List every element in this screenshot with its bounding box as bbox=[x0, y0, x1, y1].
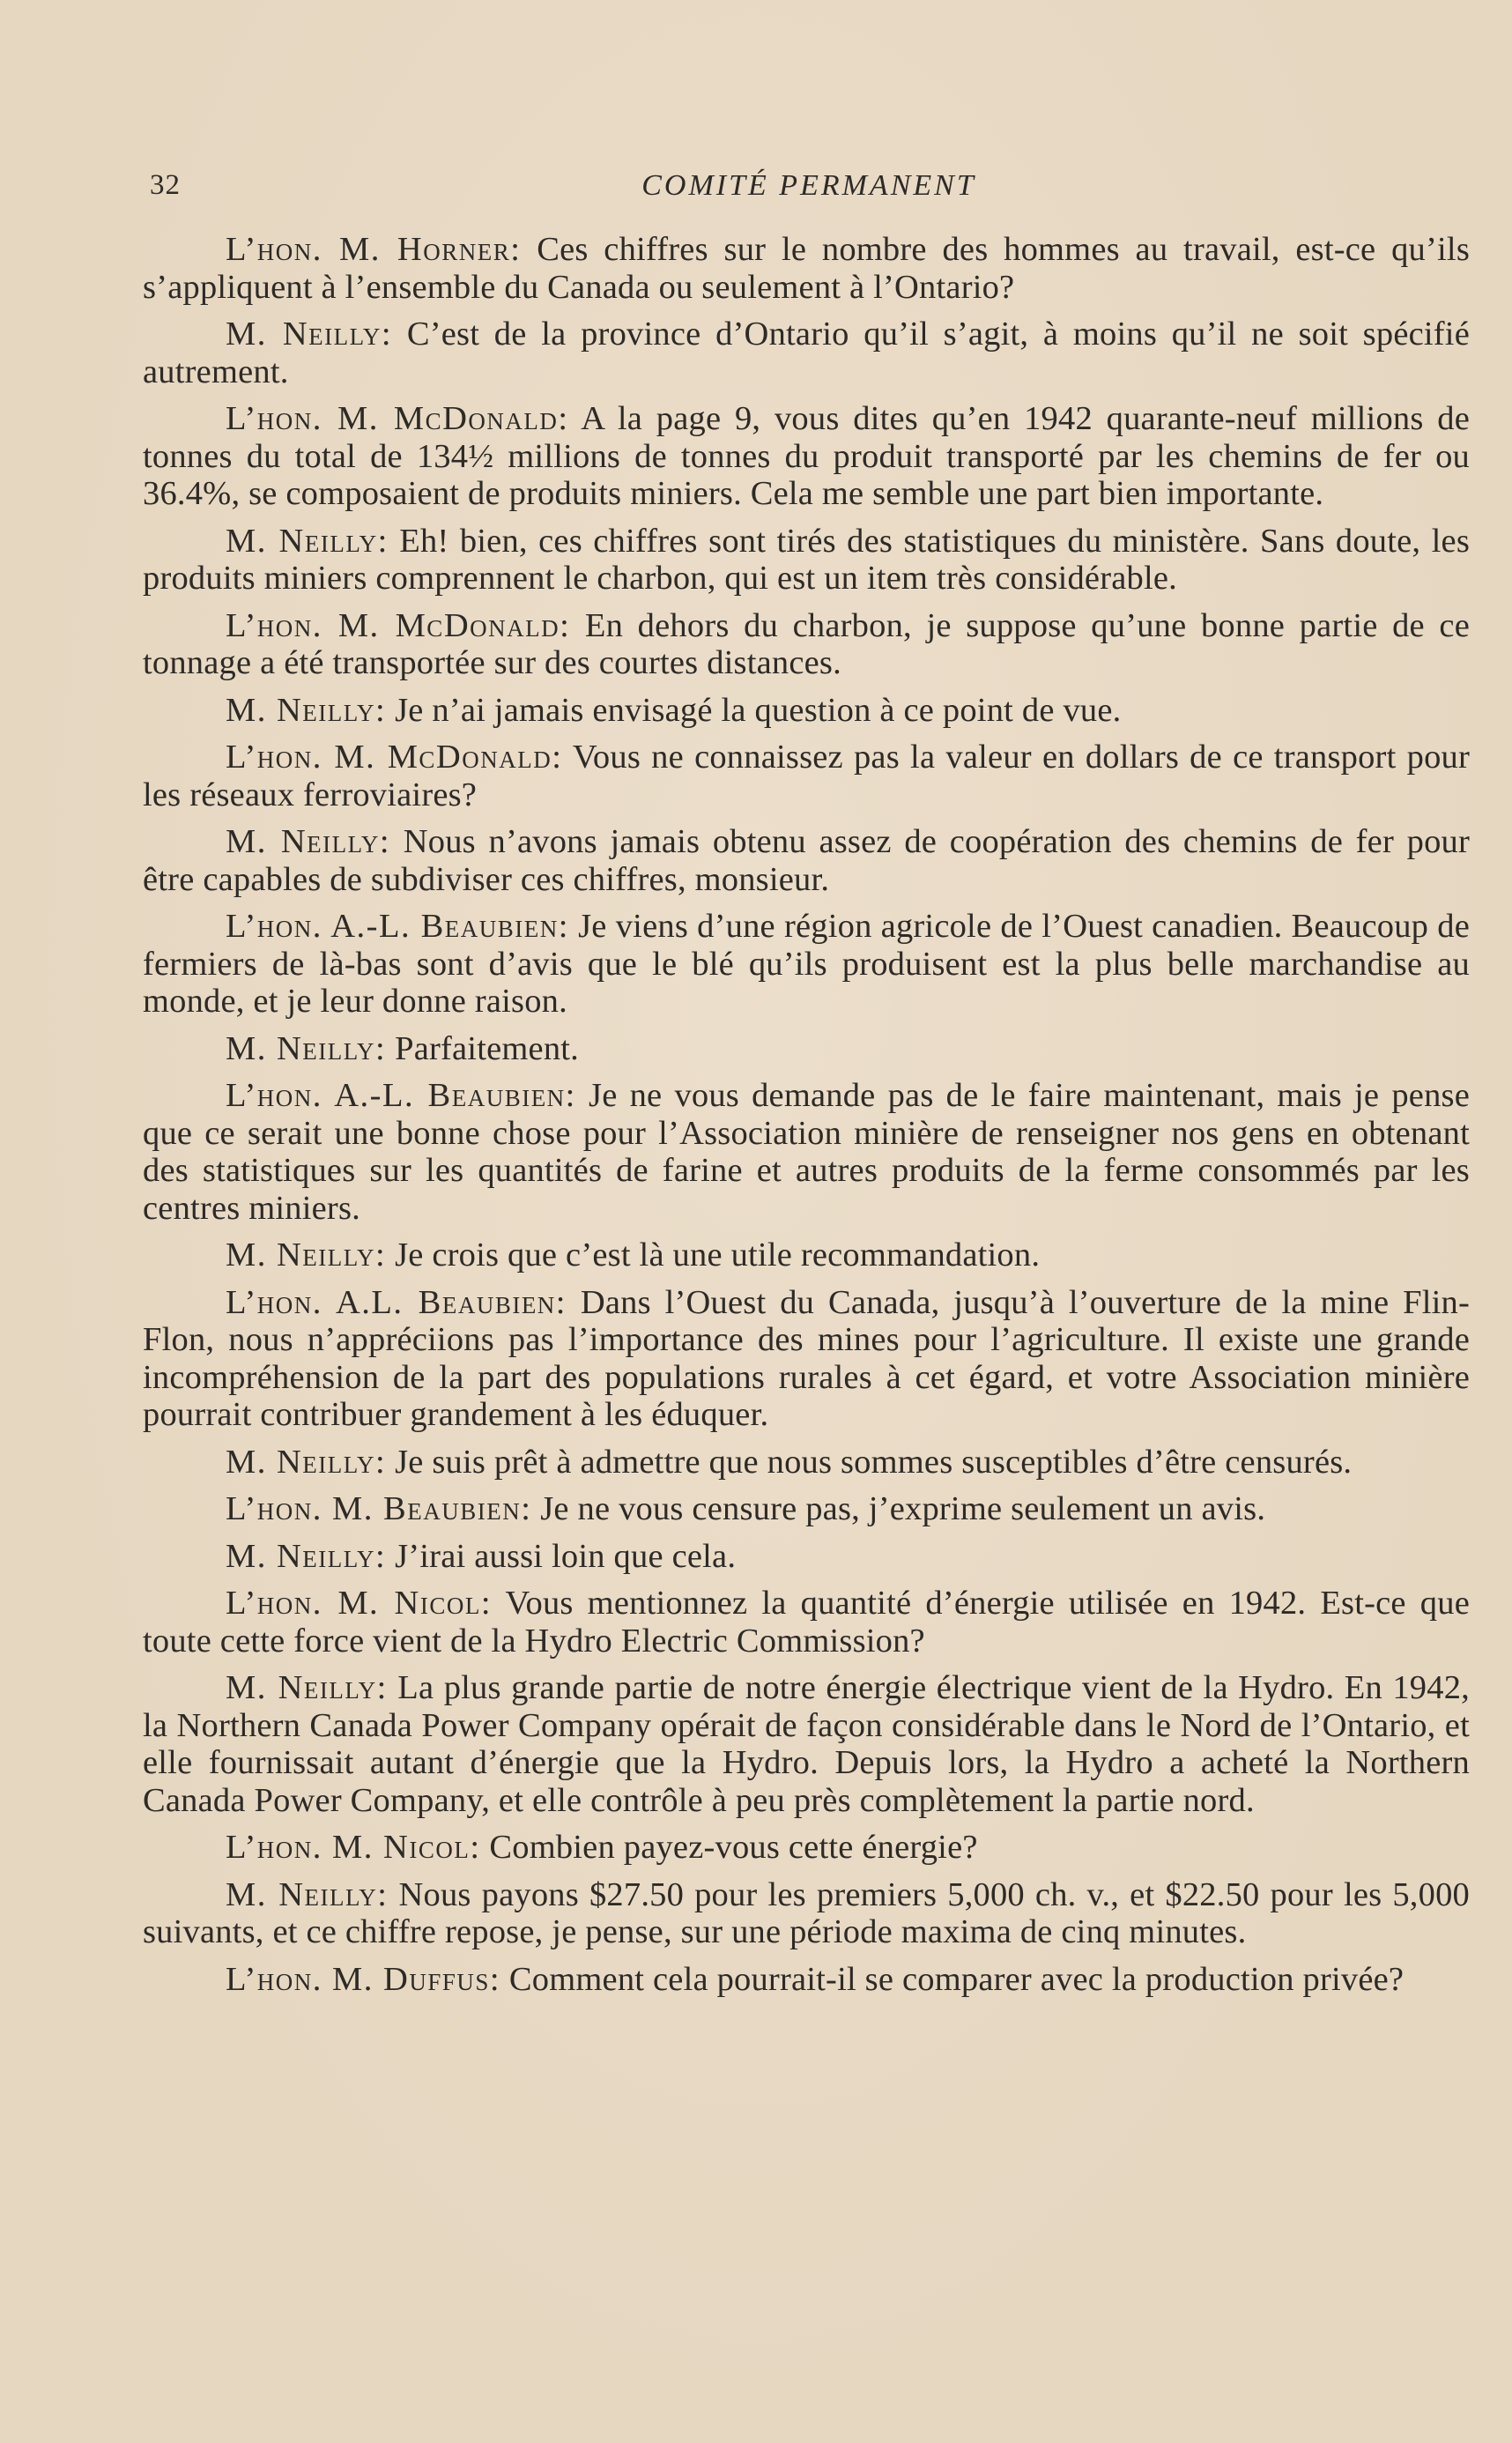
speaker-name: L’hon. M. McDonald: bbox=[226, 739, 563, 776]
speaker-name: M. Neilly: bbox=[226, 1029, 387, 1067]
transcript-paragraph bbox=[143, 823, 1470, 898]
speaker-name: M. Neilly: bbox=[226, 522, 389, 560]
paragraph-text: En dehors du charbon, je suppose qu’une bonne partie de ce tonnage a été transportée sur des courtes distances. bbox=[143, 606, 1471, 681]
speaker-name: L’hon. A.-L. Beaubien: bbox=[226, 908, 569, 945]
paragraph-text: Vous mentionnez la quantité d’énergie utilisée en 1942. Est-ce que toute cette force vient de la Hydro Electric Commission? bbox=[143, 1585, 1470, 1660]
speaker-name: M. Neilly: bbox=[226, 1236, 387, 1273]
transcript-paragraph bbox=[143, 1876, 1470, 1951]
transcript-paragraph bbox=[143, 908, 1470, 1021]
paragraph-text: La plus grande partie de notre énergie électrique vient de la Hydro. En 1942, la Northern Canada Power Company opérait de façon considérable dans le Nord de l’Ontario, et elle fournissait autant d’énergie que la Hydro. Depuis lors, la Hydro a acheté la Northern Canada Power Company, et elle contrôle à peu près complètement la partie nord. bbox=[143, 1669, 1470, 1819]
page-number: 32 bbox=[150, 169, 181, 201]
paragraph-text: C’est de la province d’Ontario qu’il s’agit, à moins qu’il ne soit spécifié autrement. bbox=[143, 316, 1470, 390]
transcript-paragraph bbox=[143, 523, 1470, 598]
transcript-paragraph bbox=[143, 1077, 1470, 1227]
paragraph-text: Je n’ai jamais envisagé la question à ce point de vue. bbox=[395, 691, 1122, 729]
running-head: COMITÉ PERMANENT bbox=[641, 169, 976, 202]
transcript-paragraph bbox=[143, 739, 1470, 813]
paragraph-text: Je crois que c’est là une utile recommandation. bbox=[395, 1236, 1041, 1273]
transcript-paragraph bbox=[143, 1490, 1470, 1528]
transcript-paragraph bbox=[143, 1829, 1470, 1867]
transcript-paragraph bbox=[143, 1961, 1470, 1999]
transcript-body bbox=[143, 231, 1470, 2008]
transcript-paragraph bbox=[143, 1284, 1470, 1434]
transcript-paragraph bbox=[143, 1585, 1470, 1660]
transcript-paragraph bbox=[143, 400, 1470, 513]
speaker-name: M. Neilly: bbox=[226, 1443, 387, 1481]
speaker-name: L’hon. M. Horner: bbox=[226, 231, 522, 268]
speaker-name: M. Neilly: bbox=[226, 316, 393, 353]
transcript-paragraph bbox=[143, 316, 1470, 390]
paragraph-text: Vous ne connaissez pas la valeur en dollars de ce transport pour les réseaux ferroviaires? bbox=[143, 739, 1470, 813]
paragraph-text: Eh! bien, ces chiffres sont tirés des statistiques du ministère. Sans doute, les produits miniers comprennent le charbon, qui est un item très considérable. bbox=[143, 522, 1471, 597]
transcript-paragraph bbox=[143, 1538, 1470, 1576]
speaker-name: L’hon. M. McDonald: bbox=[226, 400, 569, 437]
speaker-name: M. Neilly: bbox=[226, 1669, 388, 1706]
paragraph-text: Nous n’avons jamais obtenu assez de coopération des chemins de fer pour être capables de subdiviser ces chiffres, monsieur. bbox=[143, 823, 1471, 898]
speaker-name: L’hon. M. Nicol: bbox=[226, 1585, 493, 1622]
transcript-paragraph bbox=[143, 1030, 1470, 1068]
paragraph-text: Je suis prêt à admettre que nous sommes susceptibles d’être censurés. bbox=[395, 1443, 1353, 1481]
transcript-paragraph bbox=[143, 1444, 1470, 1481]
transcript-paragraph bbox=[143, 692, 1470, 730]
transcript-paragraph bbox=[143, 1236, 1470, 1274]
paragraph-text: Nous payons $27.50 pour les premiers 5,000 ch. v., et $22.50 pour les 5,000 suivants, et ce chiffre repose, je pense, sur une période maxima de cinq minutes. bbox=[143, 1875, 1470, 1950]
speaker-name: M. Neilly: bbox=[226, 823, 391, 860]
speaker-name: L’hon. M. Beaubien: bbox=[226, 1490, 532, 1527]
speaker-name: L’hon. A.-L. Beaubien: bbox=[226, 1077, 576, 1114]
speaker-name: L’hon. M. McDonald: bbox=[226, 606, 571, 644]
transcript-paragraph bbox=[143, 607, 1470, 682]
paragraph-text: Ces chiffres sur le nombre des hommes au travail, est-ce qu’ils s’appliquent à l’ensemble du Canada ou seulement à l’Ontario? bbox=[143, 231, 1470, 306]
speaker-name: L’hon. M. Duffus: bbox=[226, 1960, 501, 1998]
speaker-name: M. Neilly: bbox=[226, 691, 387, 729]
paragraph-text: Je ne vous demande pas de le faire maintenant, mais je pense que ce serait une bonne chose pour l’Association minière de renseigner nos gens en obtenant des statistiques sur les quantités de farine et autres produits de la ferme consommés par les centres miniers. bbox=[143, 1077, 1470, 1227]
paragraph-text: Parfaitement. bbox=[395, 1029, 579, 1067]
paragraph-text: Comment cela pourrait-il se comparer avec la production privée? bbox=[508, 1960, 1405, 1998]
paragraph-text: Je ne vous censure pas, j’exprime seulement un avis. bbox=[540, 1490, 1266, 1527]
paragraph-text: Combien payez-vous cette énergie? bbox=[489, 1829, 978, 1866]
paragraph-text: J’irai aussi loin que cela. bbox=[395, 1537, 737, 1575]
paragraph-text: Je viens d’une région agricole de l’Ouest canadien. Beaucoup de fermiers de là-bas sont d’avis que le blé qu’ils produisent est la plus belle marchandise au monde, et je leur donne raison. bbox=[143, 908, 1470, 1020]
speaker-name: L’hon. M. Nicol: bbox=[226, 1829, 481, 1866]
paragraph-text: A la page 9, vous dites qu’en 1942 quarante-neuf millions de tonnes du total de 134½ millions de tonnes du produit transporté par les chemins de fer ou 36.4%, se composaient de produits miniers. Cela me semble une part bien importante. bbox=[143, 400, 1471, 512]
speaker-name: M. Neilly: bbox=[226, 1875, 389, 1913]
speaker-name: M. Neilly: bbox=[226, 1537, 387, 1575]
transcript-paragraph bbox=[143, 1669, 1470, 1819]
transcript-paragraph bbox=[143, 231, 1470, 306]
page-header bbox=[150, 169, 1468, 213]
paragraph-text: Dans l’Ouest du Canada, jusqu’à l’ouverture de la mine Flin-Flon, nous n’appréciions pas l’importance des mines pour l’agriculture. Il existe une grande incompréhension de la part des populations rurales à cet égard, et votre Association minière pourrait contribuer grandement à les éduquer. bbox=[143, 1283, 1470, 1433]
speaker-name: L’hon. A.L. Beaubien: bbox=[226, 1283, 567, 1321]
